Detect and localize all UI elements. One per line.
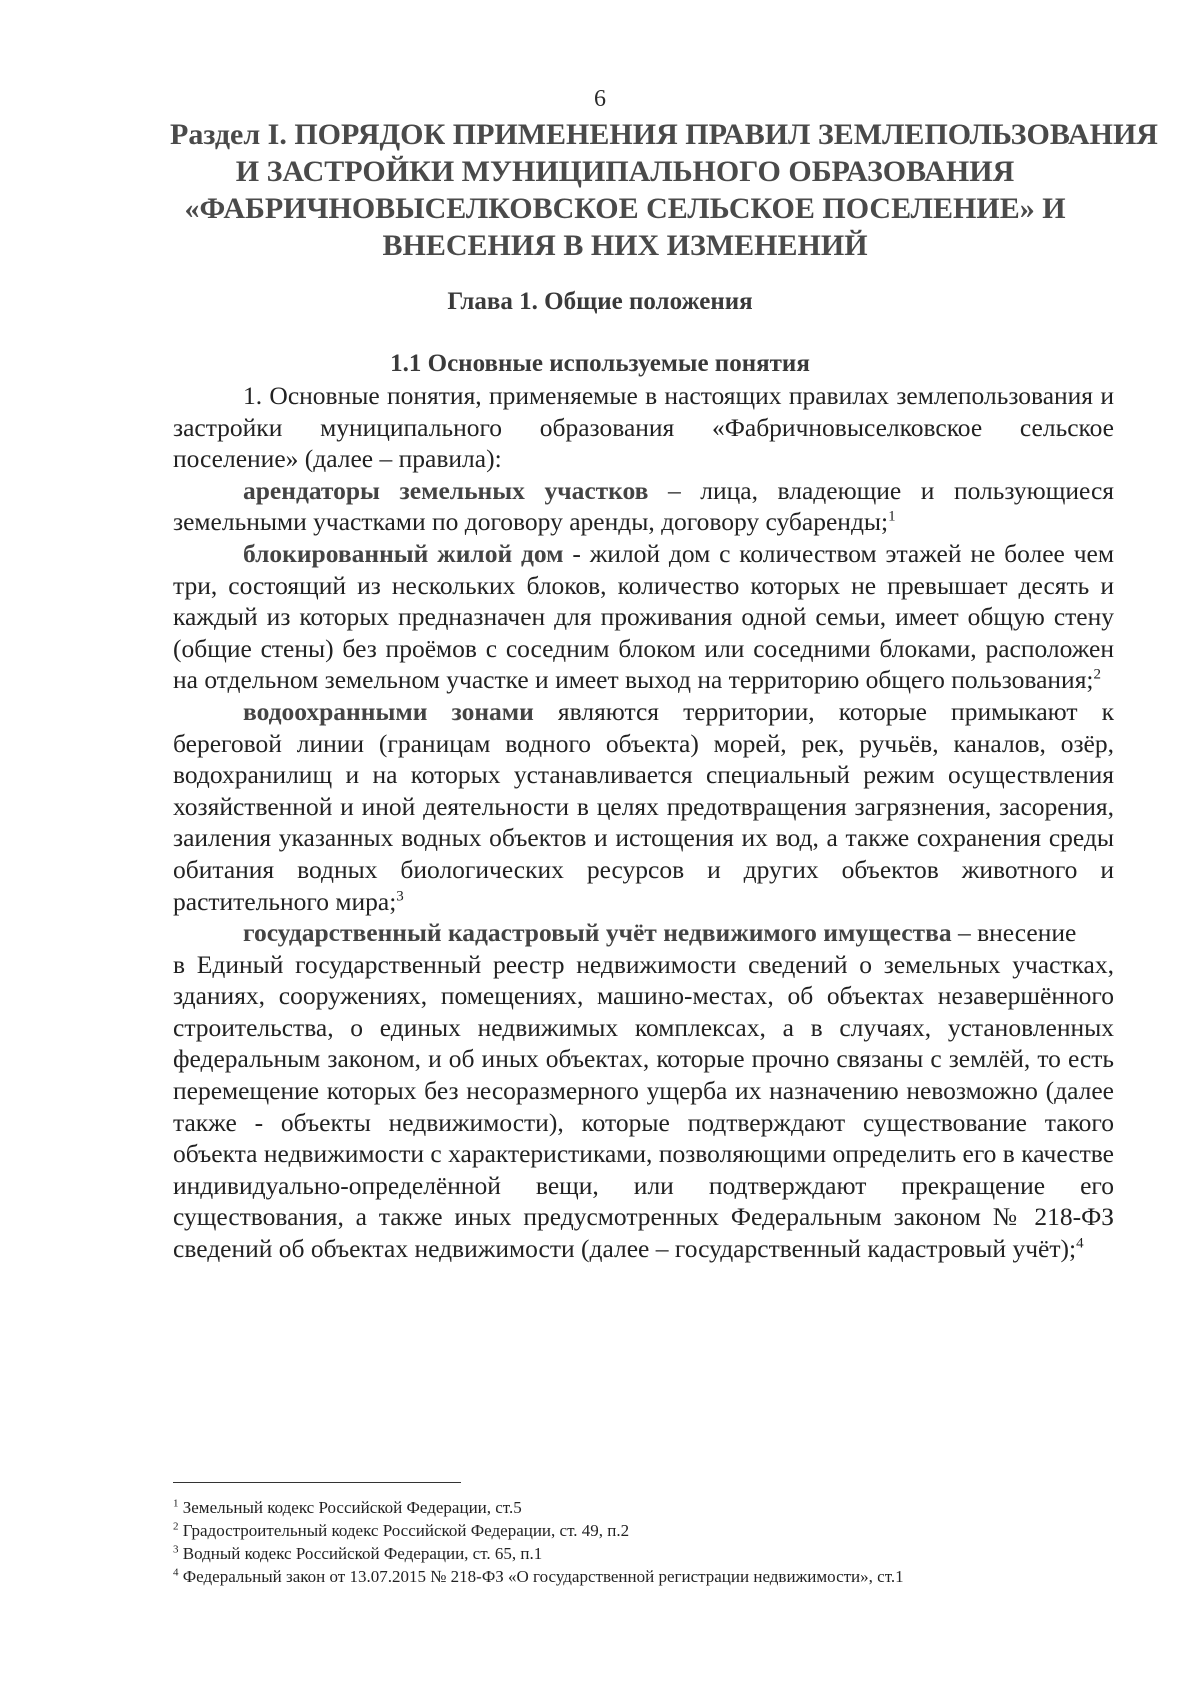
definition-paragraph (173, 538, 1114, 696)
intro-paragraph: 1. Основные понятия, применяемые в настоящих правилах землепользования и застройки муниципального образования «Фабричновыселковское сельское поселение» (далее – правила): (173, 381, 1114, 474)
body-text (173, 380, 1114, 1265)
footnote-number: 4 (173, 1566, 179, 1579)
footnotes (173, 1496, 1123, 1588)
footnote-separator (173, 1482, 461, 1483)
section-heading-line: ВНЕСЕНИЯ В НИХ ИЗМЕНЕНИЙ (382, 229, 868, 262)
footnote (173, 1496, 1123, 1519)
term-definition: – внесение (951, 918, 1077, 948)
section-heading-line: И ЗАСТРОЙКИ МУНИЦИПАЛЬНОГО ОБРАЗОВАНИЯ (235, 155, 1015, 188)
footnote (173, 1519, 1123, 1542)
footnote-ref: 2 (1093, 666, 1102, 683)
footnote-text: Земельный кодекс Российской Федерации, ст.5 (178, 1498, 522, 1517)
footnote (173, 1542, 1123, 1565)
defined-term: арендаторы земельных участков (243, 475, 649, 505)
defined-term: блокированный жилой дом (243, 538, 564, 568)
footnote-ref: 3 (396, 888, 404, 904)
section-heading (170, 116, 1158, 264)
defined-term: водоохранными зонами (243, 696, 534, 726)
footnote-ref: 4 (1076, 1235, 1084, 1252)
footnote-number: 3 (173, 1543, 179, 1556)
footnote-text: Федеральный закон от 13.07.2015 № 218-ФЗ «О государственной регистрации недвижимости», ст.1 (178, 1567, 904, 1586)
footnote-number: 1 (173, 1497, 179, 1510)
term-definition: являются территории, которые примыкают к береговой линии (границам водного объекта) морей, рек, ручьёв, каналов, озёр, водохранилищ и на которых устанавливается специальный режим осуществления хозяйственной и иной деятельности в целях предотвращения загрязнения, засорения, заиления указанных водных объектов и истощения их вод, а также сохранения среды обитания водных биологических ресурсов и других объектов животного и растительного мира; (173, 696, 1114, 916)
footnote-text: Градостроительный кодекс Российской Федерации, ст. 49, п.2 (178, 1521, 630, 1540)
footnote-text: Водный кодекс Российской Федерации, ст. 65, п.1 (178, 1544, 543, 1563)
page-number: 6 (594, 86, 606, 112)
section-heading-line: Раздел I. ПОРЯДОК ПРИМЕНЕНИЯ ПРАВИЛ ЗЕМЛЕПОЛЬЗОВАНИЯ (170, 118, 1158, 151)
footnote (173, 1565, 1123, 1588)
term-definition: – лица, владеющие и пользующиеся земельными участками по договору аренды, договору субаренды; (173, 475, 1114, 537)
defined-term: государственный кадастровый учёт недвижимого имущества (243, 918, 952, 948)
section-heading-line: «ФАБРИЧНОВЫСЕЛКОВСКОЕ СЕЛЬСКОЕ ПОСЕЛЕНИЕ» И (184, 192, 1066, 225)
chapter-heading: Глава 1. Общие положения (447, 288, 753, 315)
term-definition-continuation: в Единый государственный реестр недвижимости сведений о земельных участках, зданиях, сооружениях, помещениях, машино-местах, об объектах незавершённого строительства, о единых недвижимых комплексах, а в случаях, установленных федеральным законом, и об иных объектах, которые прочно связаны с землёй, то есть перемещение которых без несоразмерного ущерба их назначению невозможно (далее также - объекты недвижимости), которые подтверждают существование такого объекта недвижимости с характеристиками, позволяющими определить его в качестве индивидуально-определённой вещи, или подтверждают прекращение его существования, а также иных предусмотренных Федеральным законом № 218-ФЗ сведений об объектах недвижимости (далее – государственный кадастровый учёт); (173, 949, 1114, 1264)
footnote-ref: 1 (888, 508, 896, 525)
definition-paragraph (173, 696, 1114, 917)
definition-continuation (173, 949, 1114, 1265)
definition-paragraph (173, 475, 1114, 538)
definition-paragraph (173, 917, 1114, 949)
footnote-number: 2 (173, 1520, 179, 1533)
subsection-heading: 1.1 Основные используемые понятия (390, 350, 810, 377)
term-definition: - жилой дом с количеством этажей не более чем три, состоящий из нескольких блоков, количество которых не превышает десять и каждый из которых предназначен для проживания одной семьи, имеет общую стену (общие стены) без проёмов с соседним блоком или соседними блоками, расположен на отдельном земельном участке и имеет выход на территорию общего пользования; (173, 538, 1114, 695)
